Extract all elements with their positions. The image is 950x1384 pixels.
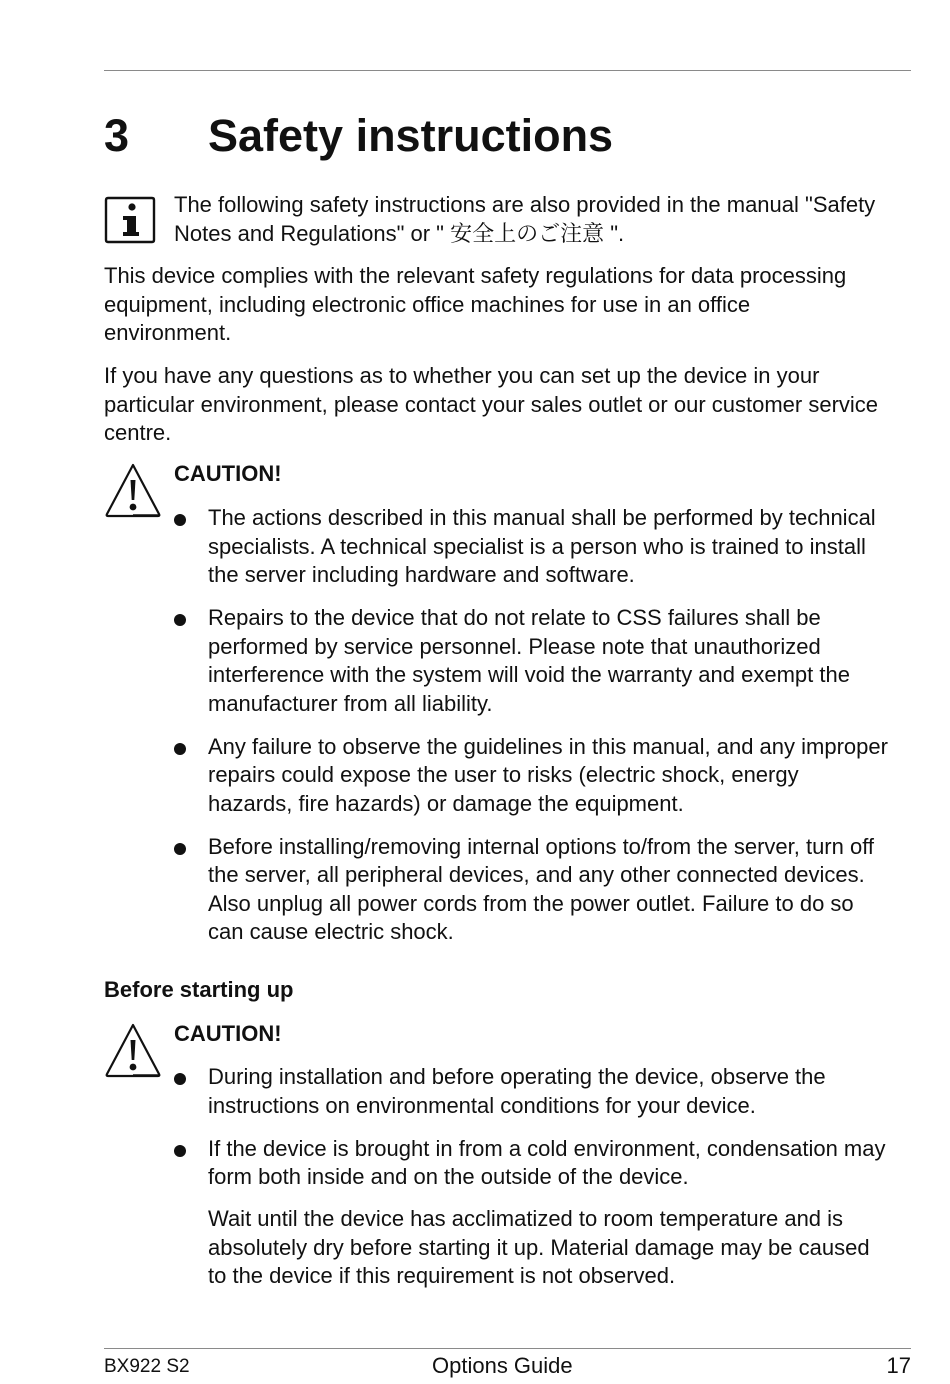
- list-item-line: hazards, fire hazards) or damage the equipment.: [208, 790, 684, 816]
- list-item-line: form both inside and on the outside of the device.: [208, 1164, 689, 1189]
- paragraph-questions: [104, 362, 911, 448]
- bullet-icon: [174, 843, 186, 855]
- list-item-line: instructions on environmental conditions for your device.: [208, 1092, 756, 1118]
- bullet-icon: [174, 514, 186, 526]
- list-item-line: Also unplug all power cords from the power outlet. Failure to do so: [208, 890, 854, 916]
- list-item-line: The actions described in this manual shall be performed by technical: [208, 505, 876, 530]
- list-item: [174, 1063, 911, 1120]
- list-item-line: If the device is brought in from a cold environment, condensation may: [208, 1135, 886, 1161]
- paragraph-line: environment.: [104, 320, 232, 345]
- paragraph-line: to the device if this requirement is not observed.: [208, 1263, 676, 1288]
- footer-product: BX922 S2: [104, 1356, 190, 1377]
- paragraph-line: centre.: [104, 420, 172, 445]
- bullet-icon: [174, 614, 186, 626]
- paragraph-compliance: [104, 262, 911, 348]
- list-item: [174, 504, 911, 590]
- footer-rule: [104, 1348, 911, 1349]
- info-note-line: Notes and Regulations" or " 安全上のご注意 ".: [174, 220, 625, 246]
- info-note: [174, 191, 911, 248]
- list-item-line: the server, all peripheral devices, and any other connected devices.: [208, 862, 865, 887]
- list-item-line: specialists. A technical specialist is a person who is trained to install: [208, 533, 866, 559]
- caution-list: [174, 504, 911, 961]
- chapter-number: 3: [104, 110, 130, 161]
- paragraph-line: If you have any questions as to whether you can set up the device in your: [104, 363, 820, 388]
- list-item-line: repairs could expose the user to risks (electric shock, energy: [208, 762, 799, 787]
- caution-label: CAUTION!: [174, 461, 282, 486]
- bullet-icon: [174, 1145, 186, 1157]
- paragraph-line: Wait until the device has acclimatized to room temperature and is: [208, 1206, 844, 1231]
- list-item: [174, 1135, 911, 1192]
- list-item-line: can cause electric shock.: [208, 919, 454, 944]
- paragraph-line: equipment, including electronic office machines for use in an office: [104, 291, 751, 317]
- info-icon: [104, 195, 156, 245]
- page-number: 17: [886, 1353, 911, 1378]
- list-item: [174, 833, 911, 947]
- chapter-title: Safety instructions: [208, 110, 614, 161]
- caution-list: [174, 1063, 911, 1206]
- warning-triangle-icon: [103, 1022, 163, 1078]
- list-item-line: the server including hardware and software.: [208, 562, 635, 587]
- list-item-line: performed by service personnel. Please note that unauthorized: [208, 633, 821, 659]
- list-item-line: manufacturer from all liability.: [208, 690, 493, 716]
- list-item-line: Before installing/removing internal options to/from the server, turn off: [208, 833, 875, 859]
- section-heading: Before starting up: [104, 977, 294, 1002]
- paragraph-line: absolutely dry before starting it up. Material damage may be caused: [208, 1234, 870, 1260]
- bullet-icon: [174, 1073, 186, 1085]
- followup-paragraph: [208, 1205, 911, 1291]
- paragraph-line: particular environment, please contact your sales outlet or our customer service: [104, 391, 879, 417]
- list-item-line: interference with the system will void the warranty and exempt the: [208, 662, 850, 687]
- bullet-icon: [174, 743, 186, 755]
- list-item-line: Repairs to the device that do not relate to CSS failures shall be: [208, 605, 821, 630]
- info-note-line: The following safety instructions are also provided in the manual "Safety: [174, 192, 876, 217]
- caution-label: CAUTION!: [174, 1021, 282, 1046]
- header-rule: [104, 70, 911, 71]
- list-item: [174, 733, 911, 819]
- footer-title: Options Guide: [432, 1353, 573, 1378]
- paragraph-line: This device complies with the relevant safety regulations for data processing: [104, 263, 847, 288]
- chapter-heading: [104, 106, 911, 166]
- list-item-line: During installation and before operating the device, observe the: [208, 1064, 826, 1089]
- warning-triangle-icon: [103, 462, 163, 518]
- list-item-line: Any failure to observe the guidelines in this manual, and any improper: [208, 733, 888, 759]
- list-item: [174, 604, 911, 718]
